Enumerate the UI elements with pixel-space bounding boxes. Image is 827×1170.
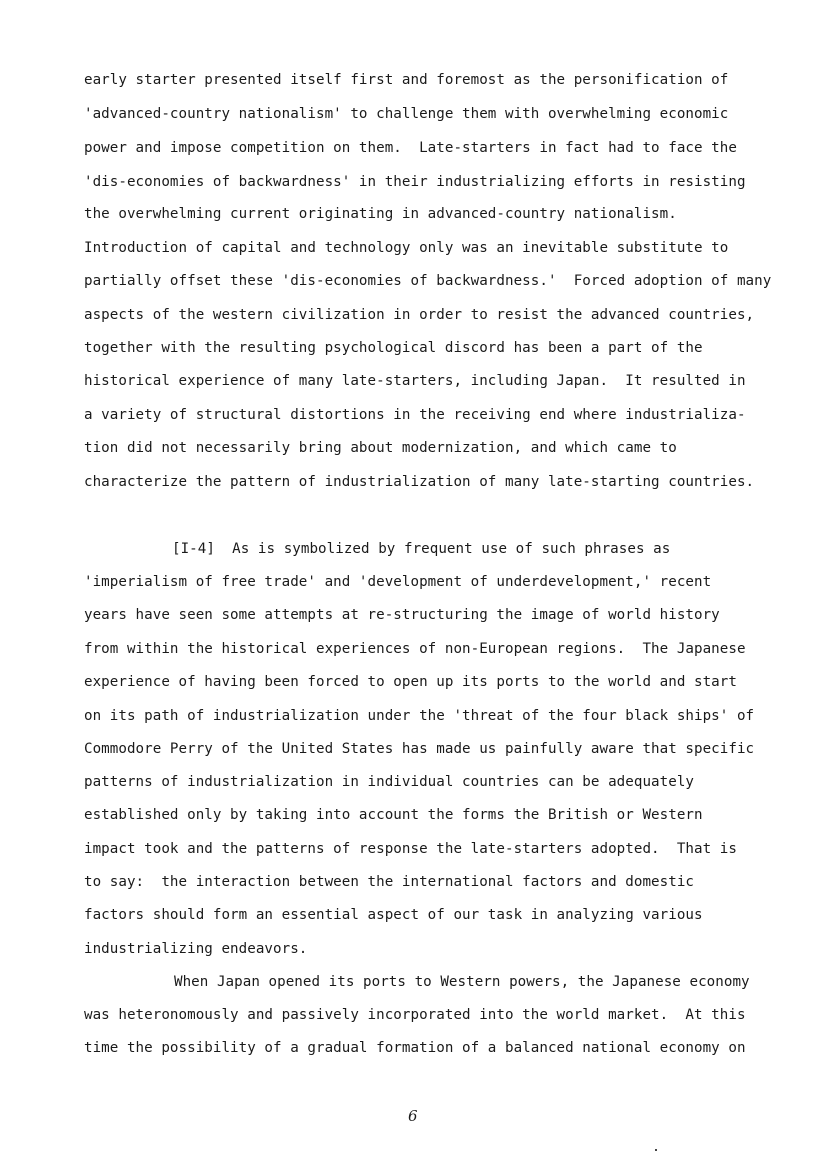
text-line: characterize the pattern of industrialization of many late-starting countries. — [84, 474, 755, 490]
page-number: 6 — [408, 1107, 418, 1125]
text-line: historical experience of many late-starters, including Japan. It resulted in — [84, 373, 746, 389]
text-line: When Japan opened its ports to Western powers, the Japanese economy — [174, 974, 750, 990]
text-line: early starter presented itself first and foremost as the personification of — [84, 72, 729, 88]
text-line: tion did not necessarily bring about modernization, and which came to — [84, 440, 677, 456]
text-line: aspects of the western civilization in order to resist the advanced countries, — [84, 307, 755, 323]
scan-speck — [655, 1149, 657, 1151]
text-line: impact took and the patterns of response the late-starters adopted. That is — [84, 841, 737, 857]
text-line: partially offset these 'dis-economies of backwardness.' Forced adoption of many — [84, 273, 772, 289]
text-line: time the possibility of a gradual formation of a balanced national economy on — [84, 1040, 746, 1056]
text-line: together with the resulting psychological discord has been a part of the — [84, 340, 703, 356]
text-line: to say: the interaction between the international factors and domestic — [84, 874, 695, 890]
text-line: industrializing endeavors. — [84, 941, 308, 957]
text-line: experience of having been forced to open up its ports to the world and start — [84, 674, 737, 690]
text-line: years have seen some attempts at re-structuring the image of world history — [84, 607, 720, 623]
text-line: was heteronomously and passively incorporated into the world market. At this — [84, 1007, 746, 1023]
text-line: 'advanced-country nationalism' to challenge them with overwhelming economic — [84, 106, 729, 122]
text-line: established only by taking into account the forms the British or Western — [84, 807, 703, 823]
text-line: Introduction of capital and technology only was an inevitable substitute to — [84, 240, 729, 256]
text-line: Commodore Perry of the United States has made us painfully aware that specific — [84, 741, 755, 757]
section-heading-line: [I-4] As is symbolized by frequent use of such phrases as — [172, 541, 671, 557]
text-line: 'dis-economies of backwardness' in their industrializing efforts in resisting — [84, 174, 746, 190]
text-line: power and impose competition on them. Late-starters in fact had to face the — [84, 140, 737, 156]
text-line: on its path of industrialization under the 'threat of the four black ships' of — [84, 708, 755, 724]
text-line: a variety of structural distortions in the receiving end where industrializa- — [84, 407, 746, 423]
text-line: patterns of industrialization in individual countries can be adequately — [84, 774, 695, 790]
text-line: the overwhelming current originating in advanced-country nationalism. — [84, 206, 677, 222]
text-line: from within the historical experiences of non-European regions. The Japanese — [84, 641, 746, 657]
text-line: factors should form an essential aspect of our task in analyzing various — [84, 907, 703, 923]
text-line: 'imperialism of free trade' and 'development of underdevelopment,' recent — [84, 574, 712, 590]
